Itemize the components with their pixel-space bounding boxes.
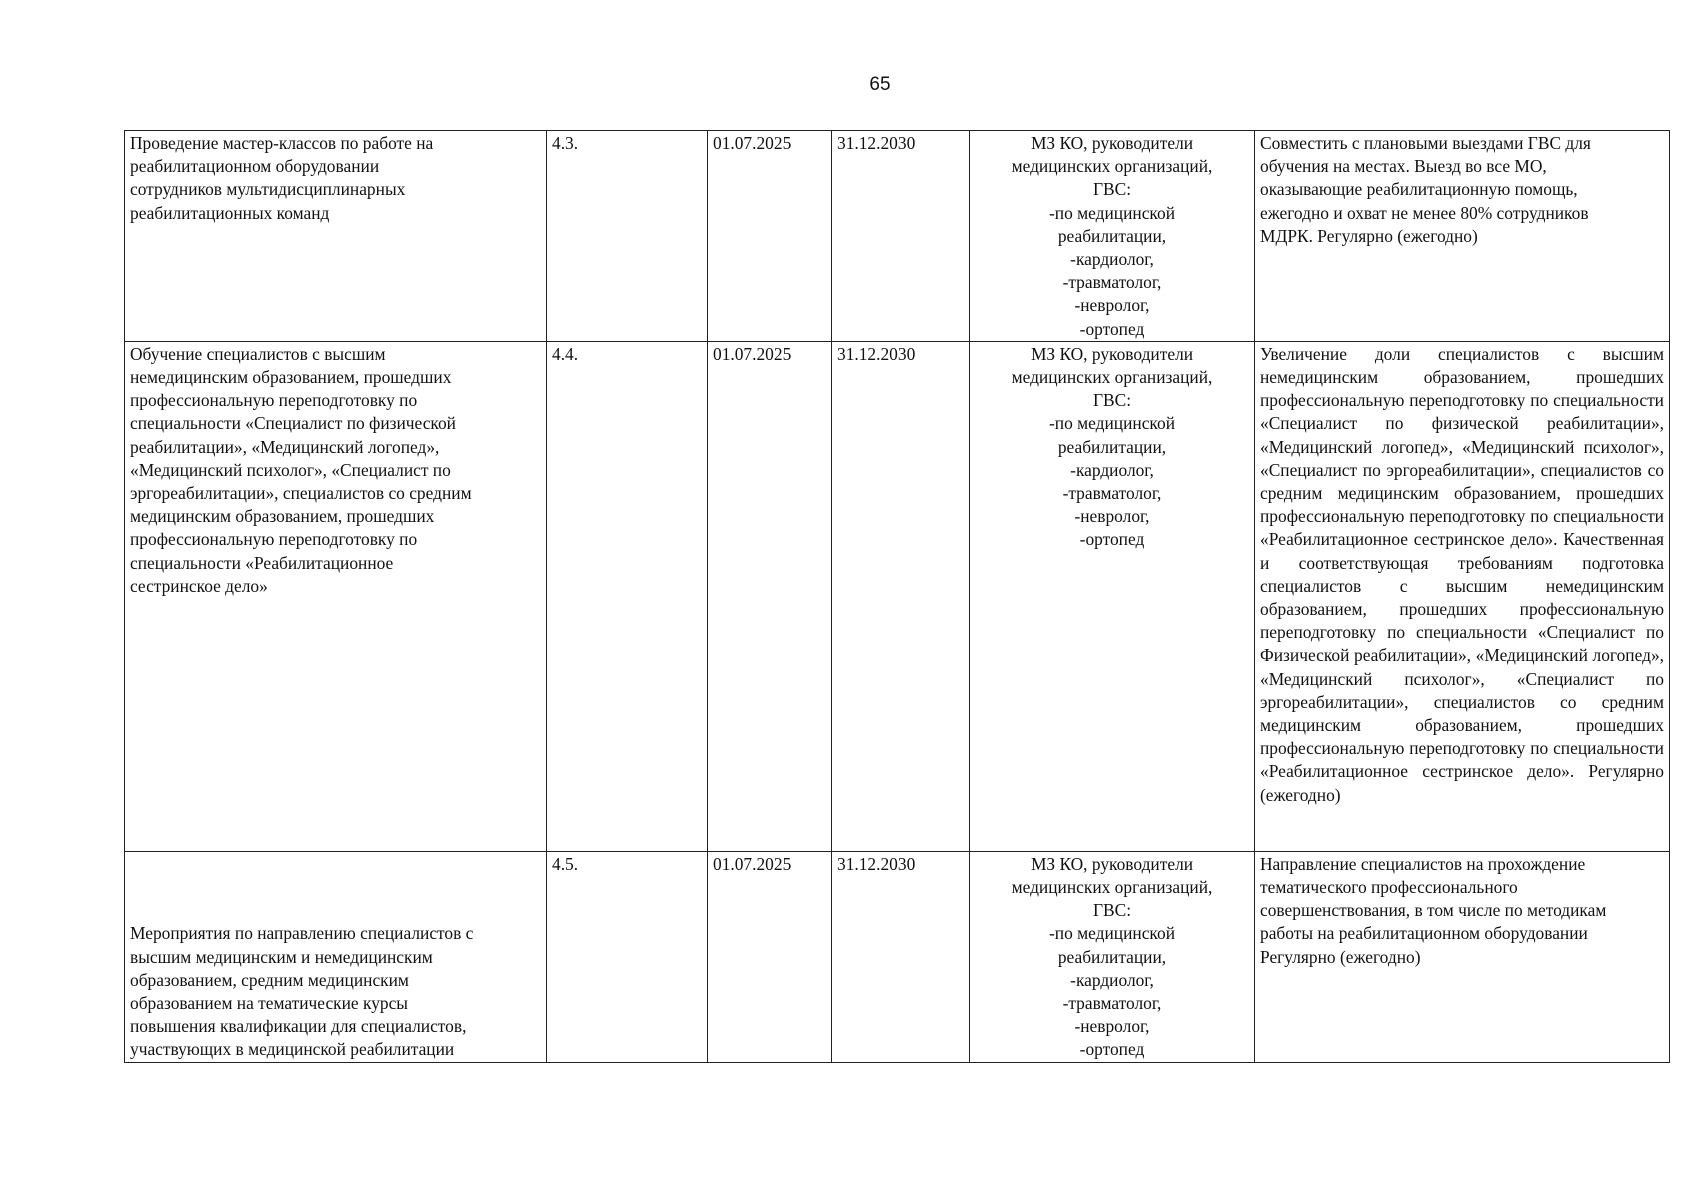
start-date-cell: 01.07.2025 <box>708 131 832 342</box>
activity-cell: Обучение специалистов с высшим немедицинским образованием, прошедших профессиональную переподготовку по специальности «Специалист по физической реабилитации», «Медицинский логопед», «Медицинский психолог», «Специалист по эргореабилитации», специалистов со средним медицинским образованием, прошедших профессиональную переподготовку по специальности «Реабилитационное сестринское дело» <box>125 341 547 851</box>
item-number-cell: 4.5. <box>547 851 708 1062</box>
responsible-cell: МЗ КО, руководители медицинских организаций, ГВС: -по медицинской реабилитации, -кардиолог, -травматолог, -невролог, -ортопед <box>970 851 1255 1062</box>
table-row <box>125 851 1670 1062</box>
responsible-cell: МЗ КО, руководители медицинских организаций, ГВС: -по медицинской реабилитации, -кардиолог, -травматолог, -невролог, -ортопед <box>970 341 1255 851</box>
activity-cell: Мероприятия по направлению специалистов с высшим медицинским и немедицинским образованием, средним медицинским образованием на тематические курсы повышения квалификации для специалистов, участвующих в медицинской реабилитации <box>125 851 547 1062</box>
end-date-cell: 31.12.2030 <box>832 131 970 342</box>
result-cell: Направление специалистов на прохождение тематического профессионального совершенствования, в том числе по методикам работы на реабилитационном оборудовании Регулярно (ежегодно) <box>1255 851 1670 1062</box>
responsible-cell: МЗ КО, руководители медицинских организаций, ГВС: -по медицинской реабилитации, -кардиолог, -травматолог, -невролог, -ортопед <box>970 131 1255 342</box>
page-number: 65 <box>869 74 891 95</box>
end-date-cell: 31.12.2030 <box>832 341 970 851</box>
end-date-cell: 31.12.2030 <box>832 851 970 1062</box>
start-date-cell: 01.07.2025 <box>708 851 832 1062</box>
table-row <box>125 341 1670 851</box>
activities-table <box>124 130 1670 1063</box>
table-row <box>125 131 1670 342</box>
result-cell: Совместить с плановыми выездами ГВС для обучения на местах. Выезд во все МО, оказывающие реабилитационную помощь, ежегодно и охват не менее 80% сотрудников МДРК. Регулярно (ежегодно) <box>1255 131 1670 342</box>
start-date-cell: 01.07.2025 <box>708 341 832 851</box>
item-number-cell: 4.3. <box>547 131 708 342</box>
item-number-cell: 4.4. <box>547 341 708 851</box>
result-cell: Увеличение доли специалистов с высшим немедицинским образованием, прошедших профессиональную переподготовку по специальности «Специалист по физической реабилитации», «Медицинский логопед», «Медицинский психолог», «Специалист по эргореабилитации», специалистов со средним медицинским образованием, прошедших профессиональную переподготовку по специальности «Реабилитационное сестринское дело». Качественная и соответствующая требованиям подготовка специалистов с высшим немедицинским образованием, прошедших профессиональную переподготовку по специальности «Специалист по Физической реабилитации», «Медицинский логопед», «Медицинский психолог», «Специалист по эргореабилитации», специалистов со средним медицинским образованием, прошедших профессиональную переподготовку по специальности «Реабилитационное сестринское дело». Регулярно (ежегодно) <box>1255 341 1670 851</box>
activity-cell: Проведение мастер-классов по работе на реабилитационном оборудовании сотрудников мультидисциплинарных реабилитационных команд <box>125 131 547 342</box>
